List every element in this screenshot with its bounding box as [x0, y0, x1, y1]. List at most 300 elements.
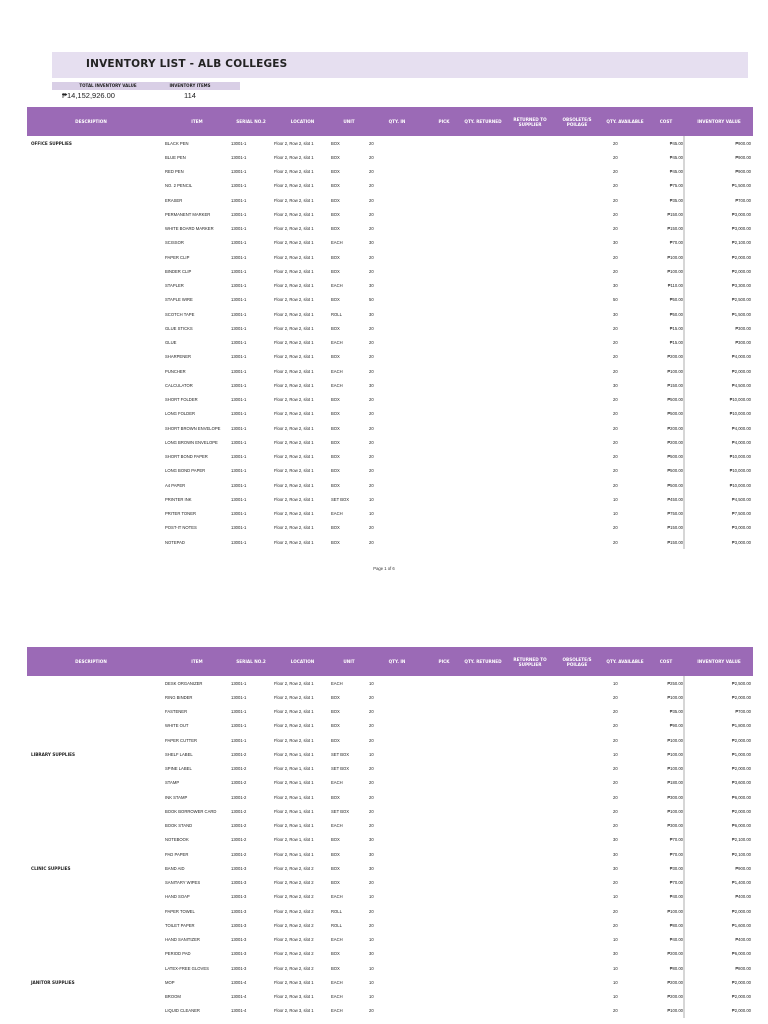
qty-in-cell: 10 — [369, 511, 374, 517]
location-cell: Floor 2, Row 2, slot 1 — [274, 183, 314, 189]
table-row — [27, 364, 753, 378]
qty-in-cell: 20 — [369, 794, 374, 800]
item-cell: POST-IT NOTES — [165, 525, 197, 531]
cost-divider — [683, 705, 685, 719]
serial-cell: 13001-2 — [231, 837, 247, 843]
inventory-value-cell: ₱2,000.00 — [731, 908, 751, 914]
qty-in-cell: 10 — [369, 894, 374, 900]
item-cell: PUNCHER — [165, 368, 186, 374]
unit-cell: BOX — [331, 439, 340, 445]
cost-cell: ₱45.00 — [669, 154, 683, 160]
qty-in-cell: 20 — [369, 397, 374, 403]
serial-cell: 13001-4 — [231, 994, 247, 1000]
item-cell: BINDER CLIP — [165, 268, 192, 274]
column-header: DESCRIPTION — [75, 119, 107, 124]
item-cell: SPINE LABEL — [165, 766, 192, 772]
table-row — [27, 890, 753, 904]
table-row — [27, 804, 753, 818]
unit-cell: BOX — [331, 425, 340, 431]
qty-available-cell: 20 — [613, 354, 618, 360]
category-cell — [31, 307, 151, 321]
category-cell — [31, 350, 151, 364]
serial-cell: 13001-1 — [231, 468, 247, 474]
location-cell: Floor 2, Row 2, slot 1 — [274, 283, 314, 289]
item-cell: SCISSOR — [165, 240, 184, 246]
serial-cell: 13001-3 — [231, 894, 247, 900]
serial-cell: 13001-2 — [231, 766, 247, 772]
cost-divider — [683, 507, 685, 521]
cost-divider — [683, 307, 685, 321]
item-cell: STAPLE WIRE — [165, 297, 193, 303]
category-cell — [31, 279, 151, 293]
inventory-value-cell: ₱900.00 — [735, 169, 751, 175]
category-cell — [31, 421, 151, 435]
inventory-value-cell: ₱2,000.00 — [731, 737, 751, 743]
cost-divider — [683, 450, 685, 464]
location-cell: Floor 2, Row 2, slot 1 — [274, 496, 314, 502]
cost-cell: ₱100.00 — [667, 694, 683, 700]
serial-cell: 13001-1 — [231, 354, 247, 360]
location-cell: Floor 2, Row 2, slot 1 — [274, 737, 314, 743]
category-cell — [31, 847, 151, 861]
unit-cell: BOX — [331, 709, 340, 715]
qty-in-cell: 20 — [369, 368, 374, 374]
item-cell: WHITE BOARD MARKER — [165, 226, 214, 232]
location-cell: Floor 2, Row 2, slot 2 — [274, 922, 314, 928]
unit-cell: BOX — [331, 865, 340, 871]
item-cell: TOILET PAPER — [165, 922, 195, 928]
category-cell — [31, 321, 151, 335]
qty-available-cell: 20 — [613, 823, 618, 829]
serial-cell: 13001-3 — [231, 908, 247, 914]
table-row — [27, 676, 753, 690]
category-cell — [31, 364, 151, 378]
location-cell: Floor 2, Row 2, slot 1 — [274, 211, 314, 217]
serial-cell: 13001-1 — [231, 197, 247, 203]
qty-in-cell: 10 — [369, 994, 374, 1000]
category-cell — [31, 876, 151, 890]
qty-available-cell: 20 — [613, 340, 618, 346]
table-row — [27, 521, 753, 535]
category-cell — [31, 918, 151, 932]
unit-cell: BOX — [331, 169, 340, 175]
qty-in-cell: 10 — [369, 965, 374, 971]
serial-cell: 13001-1 — [231, 709, 247, 715]
location-cell: Floor 2, Row 2, slot 1 — [274, 154, 314, 160]
location-cell: Floor 2, Row 1, slot 1 — [274, 766, 314, 772]
qty-available-cell: 10 — [613, 680, 618, 686]
qty-in-cell: 20 — [369, 439, 374, 445]
inventory-value-cell: ₱2,100.00 — [731, 851, 751, 857]
inventory-value-cell: ₱4,000.00 — [731, 425, 751, 431]
category-cell — [31, 250, 151, 264]
table-row — [27, 876, 753, 890]
item-cell: FASTENER — [165, 709, 188, 715]
qty-available-cell: 20 — [613, 454, 618, 460]
qty-in-cell: 20 — [369, 197, 374, 203]
category-cell — [31, 407, 151, 421]
unit-cell: BOX — [331, 468, 340, 474]
qty-in-cell: 20 — [369, 411, 374, 417]
item-cell: PAPER CLIP — [165, 254, 190, 260]
location-cell: Floor 2, Row 1, slot 1 — [274, 823, 314, 829]
table-row — [27, 435, 753, 449]
table-row — [27, 165, 753, 179]
qty-in-cell: 20 — [369, 154, 374, 160]
category-cell — [31, 222, 151, 236]
unit-cell: BOX — [331, 723, 340, 729]
category-cell — [31, 535, 151, 549]
cost-divider — [683, 833, 685, 847]
serial-cell: 13001-1 — [231, 268, 247, 274]
column-header: QTY. RETURNED — [464, 659, 502, 664]
unit-cell: BOX — [331, 325, 340, 331]
cost-divider — [683, 961, 685, 975]
unit-cell: BOX — [331, 397, 340, 403]
cost-cell: ₱750.00 — [667, 511, 683, 517]
item-cell: NO. 2 PENCIL — [165, 183, 193, 189]
unit-cell: BOX — [331, 254, 340, 260]
item-cell: GLUE STICKS — [165, 325, 193, 331]
qty-in-cell: 30 — [369, 240, 374, 246]
table-row — [27, 762, 753, 776]
cost-divider — [683, 464, 685, 478]
cost-cell: ₱15.00 — [669, 325, 683, 331]
serial-cell: 13001-1 — [231, 482, 247, 488]
inventory-value-cell: ₱2,000.00 — [731, 1008, 751, 1014]
table-row — [27, 747, 753, 761]
unit-cell: EACH — [331, 340, 343, 346]
qty-available-cell: 20 — [613, 694, 618, 700]
unit-cell: BOX — [331, 737, 340, 743]
cost-divider — [683, 421, 685, 435]
cost-divider — [683, 676, 685, 690]
inventory-value-cell: ₱2,000.00 — [731, 254, 751, 260]
item-cell: MOP — [165, 979, 175, 985]
table-row — [27, 279, 753, 293]
qty-available-cell: 20 — [613, 411, 618, 417]
location-cell: Floor 2, Row 2, slot 1 — [274, 397, 314, 403]
serial-cell: 13001-1 — [231, 382, 247, 388]
item-cell: CALCULATOR — [165, 382, 193, 388]
cost-divider — [683, 193, 685, 207]
unit-cell: BOX — [331, 482, 340, 488]
location-cell: Floor 2, Row 2, slot 1 — [274, 468, 314, 474]
inventory-value-cell: ₱2,000.00 — [731, 694, 751, 700]
qty-available-cell: 20 — [613, 368, 618, 374]
table-row — [27, 961, 753, 975]
location-cell: Floor 2, Row 2, slot 2 — [274, 894, 314, 900]
unit-cell: EACH — [331, 780, 343, 786]
column-header: LOCATION — [290, 659, 315, 664]
serial-cell: 13001-2 — [231, 823, 247, 829]
cost-cell: ₱100.00 — [667, 1008, 683, 1014]
cost-divider — [683, 690, 685, 704]
inventory-value-cell: ₱10,000.00 — [729, 468, 751, 474]
qty-in-cell: 30 — [369, 382, 374, 388]
cost-cell: ₱180.00 — [667, 780, 683, 786]
location-cell: Floor 2, Row 2, slot 1 — [274, 425, 314, 431]
table-row — [27, 819, 753, 833]
unit-cell: BOX — [331, 794, 340, 800]
serial-cell: 13001-3 — [231, 951, 247, 957]
category-cell — [31, 435, 151, 449]
cost-cell: ₱300.00 — [667, 794, 683, 800]
qty-available-cell: 30 — [613, 851, 618, 857]
location-cell: Floor 2, Row 3, slot 1 — [274, 1008, 314, 1014]
column-header: QTY. AVAILABLE — [606, 119, 644, 124]
inventory-value-cell: ₱3,000.00 — [731, 211, 751, 217]
item-cell: PERIOD PAD — [165, 951, 191, 957]
inventory-value-cell: ₱400.00 — [735, 937, 751, 943]
inventory-table-page-1 — [27, 107, 753, 549]
inventory-value-cell: ₱300.00 — [735, 325, 751, 331]
qty-available-cell: 30 — [613, 240, 618, 246]
category-cell — [31, 776, 151, 790]
qty-available-cell: 20 — [613, 1008, 618, 1014]
table-row — [27, 507, 753, 521]
unit-cell: BOX — [331, 525, 340, 531]
location-cell: Floor 2, Row 2, slot 1 — [274, 382, 314, 388]
serial-cell: 13001-1 — [231, 694, 247, 700]
qty-available-cell: 20 — [613, 154, 618, 160]
inventory-value-cell: ₱800.00 — [735, 965, 751, 971]
cost-cell: ₱150.00 — [667, 539, 683, 545]
item-cell: BAND AID — [165, 865, 185, 871]
unit-cell: EACH — [331, 994, 343, 1000]
location-cell: Floor 2, Row 2, slot 1 — [274, 482, 314, 488]
category-cell — [31, 521, 151, 535]
unit-cell: EACH — [331, 382, 343, 388]
serial-cell: 13001-2 — [231, 780, 247, 786]
unit-cell: EACH — [331, 240, 343, 246]
category-cell — [31, 705, 151, 719]
item-cell: LIQUID CLEANER — [165, 1008, 200, 1014]
serial-cell: 13001-1 — [231, 454, 247, 460]
qty-in-cell: 30 — [369, 951, 374, 957]
cost-divider — [683, 776, 685, 790]
inventory-value-cell: ₱1,800.00 — [731, 723, 751, 729]
cost-divider — [683, 847, 685, 861]
table-row — [27, 207, 753, 221]
column-header: PICK — [438, 659, 450, 664]
item-cell: BLACK PEN — [165, 140, 189, 146]
cost-cell: ₱35.00 — [669, 197, 683, 203]
cost-cell: ₱100.00 — [667, 751, 683, 757]
location-cell: Floor 2, Row 3, slot 1 — [274, 994, 314, 1000]
category-cell — [31, 804, 151, 818]
serial-cell: 13001-1 — [231, 140, 247, 146]
inventory-value-cell: ₱3,000.00 — [731, 525, 751, 531]
location-cell: Floor 2, Row 2, slot 2 — [274, 865, 314, 871]
qty-in-cell: 20 — [369, 226, 374, 232]
serial-cell: 13001-1 — [231, 680, 247, 686]
cost-divider — [683, 250, 685, 264]
cost-cell: ₱150.00 — [667, 525, 683, 531]
location-cell: Floor 2, Row 2, slot 1 — [274, 354, 314, 360]
inventory-value-cell: ₱7,500.00 — [731, 511, 751, 517]
location-cell: Floor 2, Row 2, slot 1 — [274, 268, 314, 274]
location-cell: Floor 2, Row 2, slot 1 — [274, 723, 314, 729]
cost-divider — [683, 747, 685, 761]
unit-cell: BOX — [331, 354, 340, 360]
serial-cell: 13001-1 — [231, 340, 247, 346]
total-inventory-value: ₱14,152,926.00 — [62, 91, 115, 100]
qty-available-cell: 30 — [613, 951, 618, 957]
item-cell: NOTEPAD — [165, 539, 185, 545]
item-cell: BLUE PEN — [165, 154, 186, 160]
cost-divider — [683, 804, 685, 818]
column-header: SERIAL NO.2 — [236, 659, 266, 664]
qty-available-cell: 20 — [613, 709, 618, 715]
item-cell: SHORT BROWN ENVELOPE — [165, 425, 221, 431]
column-header: OBSOLETE/S POILAGE — [562, 656, 592, 667]
cost-divider — [683, 407, 685, 421]
serial-cell: 13001-1 — [231, 397, 247, 403]
category-cell — [31, 676, 151, 690]
location-cell: Floor 2, Row 2, slot 2 — [274, 880, 314, 886]
item-cell: PRINTER INK — [165, 496, 192, 502]
cost-cell: ₱30.00 — [669, 865, 683, 871]
category-cell — [31, 193, 151, 207]
qty-in-cell: 30 — [369, 851, 374, 857]
unit-cell: EACH — [331, 511, 343, 517]
cost-divider — [683, 222, 685, 236]
qty-in-cell: 20 — [369, 723, 374, 729]
column-header: SERIAL NO.2 — [236, 119, 266, 124]
cost-cell: ₱500.00 — [667, 454, 683, 460]
item-cell: PRITER TONER — [165, 511, 197, 517]
qty-available-cell: 20 — [613, 482, 618, 488]
serial-cell: 13001-1 — [231, 283, 247, 289]
cost-divider — [683, 876, 685, 890]
unit-cell: ROLL — [331, 908, 342, 914]
cost-cell: ₱500.00 — [667, 411, 683, 417]
cost-divider — [683, 279, 685, 293]
qty-available-cell: 10 — [613, 894, 618, 900]
qty-in-cell: 20 — [369, 425, 374, 431]
inventory-value-cell: ₱4,000.00 — [731, 354, 751, 360]
qty-available-cell: 10 — [613, 979, 618, 985]
cost-cell: ₱50.00 — [669, 311, 683, 317]
cost-divider — [683, 733, 685, 747]
qty-available-cell: 10 — [613, 751, 618, 757]
cost-cell: ₱70.00 — [669, 880, 683, 886]
location-cell: Floor 2, Row 1, slot 1 — [274, 837, 314, 843]
qty-available-cell: 20 — [613, 539, 618, 545]
cost-cell: ₱100.00 — [667, 368, 683, 374]
item-cell: HAND SANITIZER — [165, 937, 200, 943]
cost-divider — [683, 478, 685, 492]
serial-cell: 13001-1 — [231, 368, 247, 374]
table-body — [27, 136, 753, 549]
location-cell: Floor 2, Row 2, slot 1 — [274, 511, 314, 517]
qty-available-cell: 20 — [613, 169, 618, 175]
table-row — [27, 705, 753, 719]
cost-cell: ₱500.00 — [667, 468, 683, 474]
column-header: LOCATION — [290, 119, 315, 124]
location-cell: Floor 2, Row 2, slot 2 — [274, 937, 314, 943]
qty-in-cell: 30 — [369, 311, 374, 317]
qty-in-cell: 20 — [369, 183, 374, 189]
cost-cell: ₱45.00 — [669, 169, 683, 175]
location-cell: Floor 2, Row 2, slot 1 — [274, 254, 314, 260]
qty-available-cell: 20 — [613, 908, 618, 914]
cost-divider — [683, 947, 685, 961]
category-cell — [31, 492, 151, 506]
unit-cell: EACH — [331, 894, 343, 900]
qty-in-cell: 20 — [369, 354, 374, 360]
cost-cell: ₱100.00 — [667, 254, 683, 260]
category-cell — [31, 336, 151, 350]
column-header: COST — [659, 659, 673, 664]
item-cell: SHORT BOND PAPER — [165, 454, 208, 460]
unit-cell: BOX — [331, 211, 340, 217]
qty-in-cell: 20 — [369, 823, 374, 829]
cost-cell: ₱15.00 — [669, 340, 683, 346]
serial-cell: 13001-1 — [231, 311, 247, 317]
cost-divider — [683, 933, 685, 947]
qty-in-cell: 50 — [369, 297, 374, 303]
item-cell: DESK ORGANIZER — [165, 680, 203, 686]
table-row — [27, 393, 753, 407]
category-cell — [31, 833, 151, 847]
category-cell — [31, 478, 151, 492]
title-band — [52, 52, 748, 78]
table-header — [27, 107, 753, 136]
inventory-value-cell: ₱2,000.00 — [731, 268, 751, 274]
qty-in-cell: 20 — [369, 922, 374, 928]
table-row — [27, 776, 753, 790]
cost-divider — [683, 790, 685, 804]
inventory-value-cell: ₱2,100.00 — [731, 240, 751, 246]
location-cell: Floor 2, Row 2, slot 1 — [274, 311, 314, 317]
cost-divider — [683, 990, 685, 1004]
location-cell: Floor 2, Row 2, slot 1 — [274, 340, 314, 346]
location-cell: Floor 2, Row 1, slot 1 — [274, 751, 314, 757]
inventory-value-cell: ₱3,000.00 — [731, 539, 751, 545]
location-cell: Floor 2, Row 2, slot 1 — [274, 694, 314, 700]
inventory-value-cell: ₱10,000.00 — [729, 411, 751, 417]
qty-available-cell: 20 — [613, 268, 618, 274]
inventory-value-cell: ₱2,000.00 — [731, 368, 751, 374]
cost-cell: ₱200.00 — [667, 439, 683, 445]
cost-cell: ₱200.00 — [667, 425, 683, 431]
table-row — [27, 336, 753, 350]
unit-cell: EACH — [331, 1008, 343, 1014]
inventory-value-cell: ₱300.00 — [735, 340, 751, 346]
table-row — [27, 790, 753, 804]
cost-divider — [683, 521, 685, 535]
category-cell: OFFICE SUPPLIES — [31, 140, 72, 146]
location-cell: Floor 2, Row 2, slot 1 — [274, 680, 314, 686]
table-row — [27, 478, 753, 492]
qty-in-cell: 20 — [369, 694, 374, 700]
inventory-value-cell: ₱1,500.00 — [731, 311, 751, 317]
serial-cell: 13001-1 — [231, 496, 247, 502]
inventory-value-cell: ₱900.00 — [735, 865, 751, 871]
cost-cell: ₱80.00 — [669, 922, 683, 928]
inventory-value-cell: ₱400.00 — [735, 894, 751, 900]
cost-cell: ₱50.00 — [669, 297, 683, 303]
cost-cell: ₱35.00 — [669, 709, 683, 715]
qty-available-cell: 20 — [613, 197, 618, 203]
qty-available-cell: 10 — [613, 511, 618, 517]
table-row — [27, 975, 753, 989]
item-cell: PAD PAPER — [165, 851, 189, 857]
cost-cell: ₱100.00 — [667, 908, 683, 914]
cost-divider — [683, 236, 685, 250]
